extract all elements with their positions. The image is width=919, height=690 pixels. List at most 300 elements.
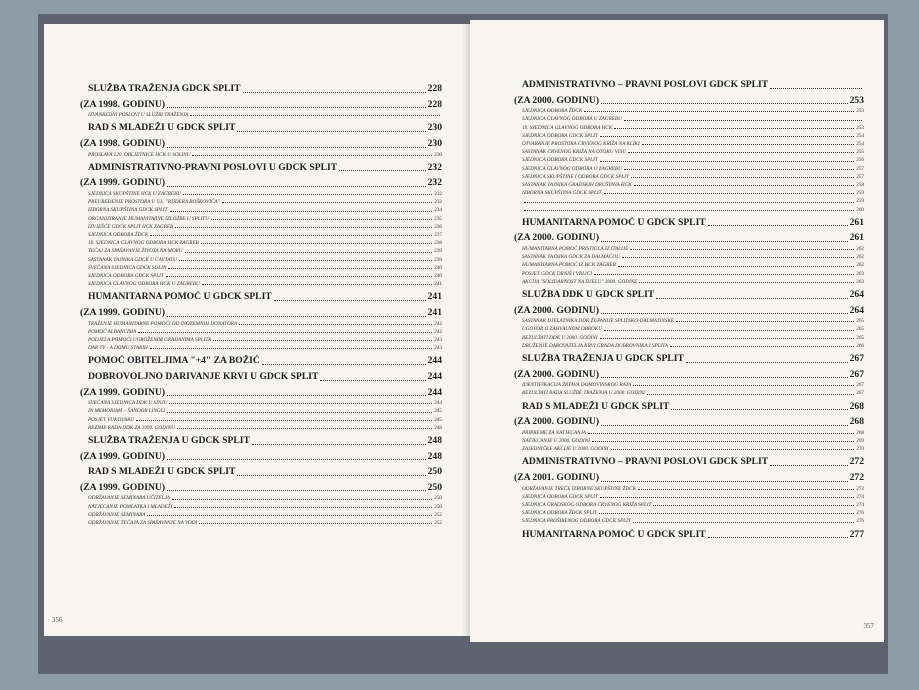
toc-entry-title: REZULTATI RADA SLUŽBE TRAŽENJA U 2000. GODINI	[522, 390, 645, 397]
toc-entry-page: 268	[849, 416, 864, 428]
toc-entry-title: UGOVOR O ZAHVALNOM OBROKU	[522, 326, 603, 333]
dot-leader	[177, 428, 432, 429]
toc-entry-page: 230	[427, 122, 442, 134]
dot-leader	[190, 115, 440, 116]
toc-entry-title: NATJECANJE POMLATKA I MLADEŽI	[88, 503, 173, 510]
toc-entry-title: RAD S MLADEŽI U GDCK SPLIT	[88, 466, 236, 478]
dot-leader	[172, 499, 432, 500]
dot-leader	[642, 144, 854, 145]
toc-subentry	[88, 239, 442, 247]
toc-entry-page: 243	[434, 337, 442, 343]
toc-subentry	[88, 519, 442, 527]
toc-heading	[514, 369, 864, 382]
toc-entry-page: 257	[856, 173, 864, 180]
toc-subentry	[522, 429, 864, 437]
dot-leader	[611, 449, 855, 450]
toc-subentry	[88, 198, 442, 206]
toc-subentry	[88, 407, 442, 415]
toc-entry-page: 258	[856, 182, 864, 189]
toc-entry-title: (ZA 1999. GODINU)	[80, 386, 166, 398]
toc-entry-page: 267	[849, 368, 864, 380]
toc-heading	[522, 456, 864, 469]
toc-entry-title: ADMINISTRATIVNO – PRAVNI POSLOVI GDCK SPLIT	[522, 456, 769, 468]
dot-leader	[628, 152, 854, 153]
toc-entry-title: SJEDNICA ODBORA ŽDCK	[88, 231, 149, 238]
dot-leader	[199, 523, 432, 524]
toc-entry-page: 266	[856, 342, 864, 349]
toc-entry-page: 232	[434, 199, 442, 206]
toc-entry-title: (ZA 2001. GODINU)	[514, 472, 600, 484]
toc-entry-page: 248	[434, 424, 442, 431]
toc-entry-page: 245	[434, 408, 442, 415]
toc-entry-title: POSJET GDCK DRNIŠ I VRLICI	[522, 270, 592, 277]
dot-leader	[647, 394, 854, 395]
dot-leader	[339, 170, 425, 171]
dot-leader	[601, 425, 848, 426]
toc-heading	[80, 482, 442, 495]
toc-entry-page: 240	[434, 273, 442, 279]
toc-entry-page: 241	[427, 291, 442, 303]
toc-entry-title: NATJECANJE U 2000. GODINI	[522, 438, 590, 445]
dot-leader	[653, 505, 854, 506]
toc-entry-page: 241	[434, 281, 442, 288]
toc-entry-page: 242	[434, 320, 442, 327]
toc-subentry	[522, 107, 864, 115]
dot-leader	[671, 409, 847, 410]
toc-subentry	[522, 173, 864, 181]
toc-entry-page: 272	[856, 485, 864, 492]
toc-entry-title: (ZA 1999. GODINU)	[80, 450, 166, 462]
toc-subentry	[88, 336, 442, 344]
dot-leader	[631, 177, 854, 178]
dot-leader	[588, 433, 854, 434]
toc-heading	[522, 289, 864, 302]
dot-leader	[169, 403, 432, 404]
toc-entry-title: HUMANITARNA POMOĆ U GDCK SPLIT	[522, 216, 706, 228]
toc-heading	[88, 162, 442, 175]
toc-entry-title: SJEDNICA GLAVNOG ODBORA U ZAGREBU	[522, 165, 622, 172]
toc-heading	[80, 307, 442, 320]
toc-entry-page: 252	[434, 511, 442, 518]
toc-entry-title: IZVANREDNI POSLOVI U SLUŽBI TRAŽENJA	[88, 112, 189, 119]
dot-leader	[630, 249, 854, 250]
toc-subentry	[522, 124, 864, 132]
toc-heading	[80, 138, 442, 151]
table-of-contents-right	[514, 79, 864, 541]
toc-entry-title: SJEDNICA GLAVNOG ODBORA HCK U ZAGREBU	[88, 281, 200, 288]
toc-subentry	[88, 424, 442, 432]
toc-entry-title: (ZA 1998. GODINU)	[80, 98, 166, 110]
dot-leader	[524, 202, 854, 203]
toc-heading	[80, 451, 442, 464]
toc-entry-title: SJEDNICA GLAVNOG ODBORA U ZAGREBU	[522, 116, 622, 123]
toc-subentry	[522, 381, 864, 389]
toc-heading	[88, 435, 442, 448]
dot-leader	[222, 202, 432, 203]
dot-leader	[524, 210, 854, 211]
dot-leader	[604, 193, 855, 194]
dot-leader	[600, 136, 854, 137]
toc-entry-title: ODRŽAVANJE SEMINARA	[88, 511, 146, 518]
toc-entry-page: 253	[856, 124, 864, 131]
toc-entry-page: 262	[856, 246, 864, 253]
toc-heading	[522, 353, 864, 366]
toc-subentry	[522, 437, 864, 445]
toc-entry-page: 262	[856, 254, 864, 261]
toc-subentry	[522, 445, 864, 453]
toc-entry-page: 244	[434, 400, 442, 407]
toc-entry-page: 265	[856, 334, 864, 341]
toc-entry-title: OTVARANJE PROSTORA CRVENOG KRIŽA NA KLIKI	[522, 141, 640, 147]
toc-entry-page: 265	[856, 318, 864, 325]
toc-entry-title: SLUŽBA TRAŽENJA GDCK SPLIT	[88, 83, 241, 94]
toc-entry-title: SJEDNICA PROŠIRENOG ODBORA GDCK SPLIT	[522, 518, 631, 525]
toc-subentry	[88, 264, 442, 272]
toc-entry-page: 268	[856, 429, 864, 436]
toc-subentry	[522, 325, 864, 333]
toc-entry-title: IDENTIFIKACIJA ŽRTAVA DOMOVINSKOG RATA	[522, 382, 632, 389]
dot-leader	[170, 211, 433, 212]
dot-leader	[670, 346, 854, 347]
toc-heading	[80, 387, 442, 400]
toc-entry-title: IZBORNA SKUPŠTINA GDCK SPLIT	[522, 190, 602, 197]
dot-leader	[594, 274, 854, 275]
toc-heading	[80, 99, 442, 112]
toc-entry-page: 228	[427, 83, 442, 94]
toc-entry-page: 232	[427, 161, 442, 173]
toc-subentry	[88, 247, 442, 255]
toc-heading	[514, 305, 864, 318]
dot-leader	[622, 257, 854, 258]
dot-leader	[167, 316, 426, 317]
toc-heading	[514, 232, 864, 245]
toc-heading	[522, 529, 864, 542]
toc-entry-page: 234	[434, 207, 442, 214]
toc-entry-page: 240	[434, 264, 442, 271]
toc-subentry	[522, 334, 864, 342]
toc-entry-page: 241	[427, 307, 442, 318]
toc-entry-title: ODRŽAVANJE SEMINARA UČITELJA	[88, 495, 170, 502]
toc-subentry	[522, 493, 864, 501]
dot-leader	[633, 385, 854, 386]
toc-entry-page: 244	[427, 386, 442, 398]
dot-leader	[252, 444, 426, 445]
toc-entry-page: 269	[856, 438, 864, 445]
toc-entry-title: ADMINISTRATIVNO – PRAVNI POSLOVI GDCK SPLIT	[522, 79, 769, 90]
dot-leader	[638, 489, 854, 490]
toc-entry-title: (ZA 1999. GODINU)	[80, 307, 166, 318]
toc-entry-title: ORGANIZIRANJE HUMANITARNE IZLOŽBE U SPLITU	[88, 215, 209, 222]
toc-entry-page: 245	[434, 416, 442, 423]
toc-entry-page: 267	[856, 390, 864, 397]
toc-entry-page: 232	[434, 190, 442, 197]
toc-subentry	[88, 206, 442, 214]
toc-entry-page: 244	[427, 355, 442, 367]
toc-entry-title: SJEDNICA GRADSKOG ODBORA CRVENOG KRIŽA SPLIT	[522, 502, 652, 509]
toc-entry-title: HUMANITARNA POMOĆ IZ HCK ZAGREB	[522, 262, 616, 269]
toc-subentry	[522, 501, 864, 509]
toc-subentry	[88, 328, 442, 336]
toc-entry-page: 270	[856, 446, 864, 453]
dot-leader	[262, 364, 426, 365]
dot-leader	[624, 169, 854, 170]
dot-leader	[601, 241, 848, 242]
dot-leader	[618, 266, 854, 267]
dot-leader	[150, 348, 433, 349]
dot-leader	[192, 155, 432, 156]
toc-entry-title: SLUŽBA DDK U GDCK SPLIT	[522, 289, 655, 301]
toc-subentry	[522, 317, 864, 325]
toc-subentry	[522, 181, 864, 189]
toc-entry-title: TEČAJ ZA SPAŠAVANJE ŽIVOTA NA MORU	[88, 248, 183, 255]
dot-leader	[150, 235, 432, 236]
toc-entry-title: POMOĆ OBITELJIMA "+4" ZA BOŽIĆ	[88, 355, 260, 367]
toc-entry-title: SJEDNICA ODBORA ŽDCK	[522, 108, 583, 115]
toc-entry-title: (ZA 2000. GODINU)	[514, 368, 600, 380]
dot-leader	[243, 92, 426, 93]
toc-entry-page: 238	[434, 240, 442, 247]
toc-subentry	[88, 320, 442, 328]
dot-leader	[167, 395, 426, 396]
toc-entry-page: 264	[849, 304, 864, 316]
dot-leader	[614, 128, 854, 129]
left-page	[44, 24, 472, 636]
toc-entry-page: 259	[856, 190, 864, 197]
table-of-contents-left	[80, 83, 442, 527]
toc-entry-page: 276	[856, 518, 864, 525]
toc-subentry	[88, 223, 442, 231]
toc-entry-title: SJEDNICA SKUPŠTINE I ODBORA GDCK SPLIT	[522, 173, 629, 180]
toc-subentry	[522, 115, 864, 123]
toc-entry-page: 250	[427, 466, 442, 478]
dot-leader	[136, 420, 432, 421]
toc-entry-title: (ZA 1999. GODINU)	[80, 481, 166, 493]
right-page	[470, 20, 884, 642]
dot-leader	[239, 324, 432, 325]
toc-subentry	[522, 140, 864, 148]
toc-entry-page: 230	[427, 137, 442, 149]
toc-entry-title: HUMANITARNA POMOĆ U GDCK SPLIT	[88, 291, 272, 303]
toc-entry-page: 272	[849, 472, 864, 484]
dot-leader	[185, 252, 433, 253]
dot-leader	[202, 284, 432, 285]
toc-subentry	[88, 231, 442, 239]
toc-entry-title: TRAŽENJE HUMANITARNE POMOĆI OD INOZEMNIH DONATORA	[88, 320, 238, 327]
dot-leader	[599, 513, 854, 514]
toc-subentry	[88, 151, 442, 159]
dot-leader	[167, 459, 426, 460]
toc-entry-title: (ZA 2000. GODINU)	[514, 304, 600, 316]
toc-subentry	[522, 148, 864, 156]
toc-entry-title: 19. SJEDNICA GLAVNOG ODBORA HCK	[522, 124, 613, 131]
dot-leader	[639, 282, 854, 283]
dot-leader	[167, 412, 432, 413]
toc-entry-title: SJEDNICA ODBORA ŽDCK SPLIT	[522, 510, 597, 517]
toc-subentry	[88, 503, 442, 511]
toc-entry-title: POSJET VUKOVARU	[88, 416, 135, 423]
toc-subentry	[522, 389, 864, 397]
toc-entry-page: 235	[434, 215, 442, 222]
toc-subentry	[522, 270, 864, 278]
toc-entry-title: PREUREĐENJE PROSTORA U UL. "RUDERA BOŠKOVIĆA"	[88, 199, 220, 206]
toc-subentry	[88, 494, 442, 502]
toc-entry-page: 276	[856, 510, 864, 517]
dot-leader	[634, 185, 855, 186]
toc-entry-page: 255	[856, 149, 864, 156]
toc-heading	[80, 177, 442, 190]
toc-entry-page: 248	[427, 450, 442, 462]
toc-heading	[88, 83, 442, 96]
toc-entry-title: REZULTATI DDK U 2000. GODINI	[522, 334, 598, 341]
toc-subentry	[522, 261, 864, 269]
toc-entry-title: SLUŽBA TRAŽENJA U GDCK SPLIT	[522, 353, 684, 365]
toc-heading	[88, 371, 442, 384]
toc-subentry	[522, 485, 864, 493]
toc-entry-page: 272	[849, 456, 864, 468]
toc-entry-page: 274	[856, 493, 864, 500]
dot-leader	[624, 120, 862, 121]
toc-entry-title: SVEČANA SJEDNICA DDK U SINJU	[88, 400, 168, 407]
toc-entry-page: 277	[849, 528, 864, 540]
toc-entry-title: SASTANAK DJELATNIKA DDK ŽUPANIJE SPLITSKO-DALMATINSKE	[522, 318, 675, 325]
toc-entry-page: 243	[434, 345, 442, 352]
toc-entry-title: ZAJEDNIČKE AKCIJE U 2000. GODINI	[522, 446, 609, 453]
dot-leader	[167, 490, 426, 491]
toc-subentry	[88, 344, 442, 352]
toc-subentry	[522, 197, 864, 205]
dot-leader	[237, 131, 425, 132]
toc-subentry	[522, 189, 864, 197]
toc-entry-page: 237	[434, 231, 442, 238]
dot-leader	[601, 313, 848, 314]
dot-leader	[600, 497, 854, 498]
toc-subentry	[522, 278, 864, 286]
toc-entry-title: IN MEMORIAM – ŠANDOR LINGLI	[88, 408, 166, 415]
dot-leader	[237, 475, 425, 476]
toc-heading	[522, 217, 864, 230]
dot-leader	[168, 268, 432, 269]
toc-entry-title: PODJELA POMOĆI UGROŽENIM GRAĐANIMA SPLITA	[88, 337, 212, 343]
toc-entry-page: 230	[434, 151, 442, 158]
toc-entry-page: 252	[434, 519, 442, 526]
dot-leader	[167, 186, 426, 187]
toc-entry-title: REZIME RADA DDK ZA 1999. GODINU	[88, 424, 175, 431]
toc-entry-title: ODRŽAVANJE TREĆE IZBORNE SKUPŠTINE ŽDCK	[522, 485, 637, 492]
toc-entry-title: SJEDNICA SKUPŠTINE HCK U ZAGREBU	[88, 190, 181, 197]
toc-entry-page: 261	[849, 232, 864, 244]
toc-entry-title: (ZA 2000. GODINU)	[514, 232, 600, 244]
dot-leader	[601, 377, 848, 378]
toc-subentry	[522, 132, 864, 140]
toc-entry-page: 264	[849, 289, 864, 301]
toc-subentry	[522, 165, 864, 173]
toc-entry-title: (ZA 2000. GODINU)	[514, 94, 600, 106]
toc-entry-page: 257	[856, 165, 864, 172]
toc-heading	[88, 355, 442, 368]
toc-entry-title: SJEDNICA ODBORA GDCK SPLIT	[522, 493, 598, 500]
toc-entry-page: 260	[856, 206, 864, 213]
toc-subentry	[522, 156, 864, 164]
toc-entry-title: AKCIJA "SOLIDARNOST NA DJELU" 2000. GODINE	[522, 278, 638, 285]
toc-entry-page: 253	[849, 94, 864, 106]
dot-leader	[770, 465, 847, 466]
dot-leader	[584, 111, 854, 112]
toc-entry-page: 250	[434, 495, 442, 502]
toc-entry-title: SLUŽBA TRAŽENJA U GDCK SPLIT	[88, 435, 250, 446]
toc-entry-title: DRUŽENJE DAROVATELJA KRVI GRADA DUBROVNIKA I SPLITA	[522, 342, 668, 349]
toc-subentry	[88, 111, 442, 119]
toc-subentry	[88, 190, 442, 198]
dot-leader	[147, 515, 432, 516]
toc-entry-page: 267	[856, 382, 864, 389]
toc-subentry	[522, 509, 864, 517]
toc-entry-title: DOBROVOLJNO DARIVANJE KRVI U GDCK SPLIT	[88, 371, 319, 382]
dot-leader	[213, 340, 432, 341]
toc-entry-title: 16. SJEDNICA GLAVNOG ODBORA HCK ZAGREB	[88, 240, 199, 247]
dot-leader	[138, 332, 432, 333]
toc-heading	[88, 122, 442, 135]
toc-entry-title: IZVJEŠĆE GDCK SPLIT HCK ZAGREB	[88, 223, 174, 230]
toc-entry-page: 259	[856, 198, 864, 205]
toc-entry-title: HUMANITARNA POMOĆ U GDCK SPLIT	[522, 528, 706, 540]
toc-subentry	[88, 280, 442, 288]
toc-entry-page: 250	[434, 503, 442, 510]
toc-heading	[522, 401, 864, 414]
toc-entry-title: (ZA 2000. GODINU)	[514, 416, 600, 428]
toc-entry-title: SASTANAK TAJNIKA GDCK U CAVTATU	[88, 256, 177, 263]
page-number-right: 357	[863, 622, 874, 630]
toc-entry-page: 253	[856, 108, 864, 115]
dot-leader	[183, 194, 432, 195]
dot-leader	[320, 380, 425, 381]
toc-subentry	[88, 256, 442, 264]
toc-entry-title: SJEDNICA ODBORA GDCK SPLIT	[522, 132, 598, 139]
page-number-left: 356	[52, 616, 63, 624]
toc-subentry	[88, 272, 442, 280]
toc-entry-page: 250	[427, 481, 442, 493]
dot-leader	[708, 225, 848, 226]
toc-subentry	[522, 342, 864, 350]
toc-entry-title: HUMANITARNA POMOĆ PRISTIGLA IZ ITALIJE	[522, 246, 629, 253]
toc-entry-title: (ZA 1998. GODINU)	[80, 137, 166, 149]
dot-leader	[604, 330, 854, 331]
toc-entry-page: 228	[427, 98, 442, 110]
toc-entry-page: 265	[856, 326, 864, 333]
toc-subentry	[88, 511, 442, 519]
toc-entry-title: SASTANAK CRVENOG KRIŽA NA OTOKU VISU	[522, 149, 626, 156]
toc-entry-title: SASTANAK TAJNIKA GRADSKIH DRUŠTAVA HCK	[522, 182, 632, 189]
toc-subentry	[88, 399, 442, 407]
dot-leader	[167, 107, 426, 108]
toc-entry-page: 274	[856, 502, 864, 509]
toc-heading	[88, 291, 442, 304]
toc-entry-page: 261	[849, 216, 864, 228]
dot-leader	[167, 147, 426, 148]
toc-entry-page: 268	[849, 400, 864, 412]
toc-entry-page: 254	[856, 141, 864, 147]
toc-entry-page: 239	[434, 256, 442, 263]
toc-entry-page: 267	[849, 353, 864, 365]
toc-entry-page: 256	[856, 157, 864, 164]
toc-entry-page: 263	[856, 270, 864, 277]
dot-leader	[201, 243, 432, 244]
toc-entry-title: SJEDNICA ODBORA GDCK SPLIT	[522, 157, 598, 164]
toc-subentry	[88, 416, 442, 424]
dot-leader	[274, 300, 426, 301]
toc-entry-title: ODRŽAVANJE TEČAJA ZA SPAŠAVANJE NA VODI	[88, 519, 198, 526]
dot-leader	[656, 298, 847, 299]
toc-heading	[514, 416, 864, 429]
